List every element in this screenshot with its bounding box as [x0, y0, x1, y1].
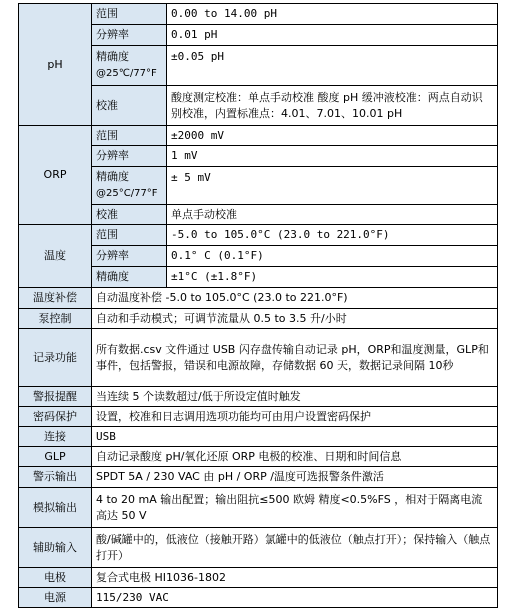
table-row: [19, 288, 498, 309]
orp-calibration-value: 单点手动校准: [167, 205, 498, 225]
temp-range-label: 范围: [92, 225, 167, 246]
analog-output-value: 4 to 20 mA 输出配置；输出阻抗≤500 欧姆 精度<0.5%FS ，相对于隔离电流高达 50 V: [92, 488, 498, 528]
power-label: 电源: [19, 588, 92, 608]
table-row: [19, 407, 498, 427]
power-value: 115/230 VAC: [92, 588, 498, 608]
ph-range-label: 范围: [92, 4, 167, 25]
orp-calibration-label: 校准: [92, 205, 167, 225]
table-row: [19, 488, 498, 528]
ph-accuracy-label-line1: 精确度: [96, 50, 129, 63]
table-row: [19, 309, 498, 329]
temp-range-value: -5.0 to 105.0°C (23.0 to 221.0°F): [167, 225, 498, 246]
alarm-label: 警报提醒: [19, 387, 92, 407]
alarm-output-value: SPDT 5A / 230 VAC 由 pH / ORP /温度可选报警条件激活: [92, 467, 498, 488]
temp-group-label: 温度: [19, 225, 92, 288]
orp-accuracy-label-line1: 精确度: [96, 170, 129, 183]
orp-accuracy-value: ± 5 mV: [167, 167, 498, 205]
ph-accuracy-label-line2: @25℃/77°F: [96, 68, 157, 79]
connect-label: 连接: [19, 427, 92, 447]
temp-accuracy-label: 精确度: [92, 267, 167, 288]
table-row: [19, 588, 498, 608]
password-value: 设置，校准和日志调用选项功能均可由用户设置密码保护: [92, 407, 498, 427]
ph-accuracy-label: [92, 46, 167, 86]
ph-resolution-value: 0.01 pH: [167, 25, 498, 46]
ph-calibration-label: 校准: [92, 86, 167, 126]
table-row: [19, 329, 498, 387]
temp-accuracy-value: ±1°C (±1.8°F): [167, 267, 498, 288]
glp-label: GLP: [19, 447, 92, 467]
table-row: [19, 126, 498, 146]
pump-label: 泵控制: [19, 309, 92, 329]
aux-input-label: 辅助输入: [19, 528, 92, 568]
ph-accuracy-value: ±0.05 pH: [167, 46, 498, 86]
ph-group-label: pH: [19, 4, 92, 126]
orp-resolution-value: 1 mV: [167, 146, 498, 167]
table-row: [19, 467, 498, 488]
orp-accuracy-label-line2: @25°C/77°F: [96, 188, 158, 199]
electrode-label: 电极: [19, 568, 92, 588]
orp-range-label: 范围: [92, 126, 167, 146]
ph-resolution-label: 分辨率: [92, 25, 167, 46]
logging-value: 所有数据.csv 文件通过 USB 闪存盘传输自动记录 pH，ORP和温度测量，GLP和事件，包括警报，错误和电源故障，存储数据 60 天，数据记录间隔 10秒: [92, 329, 498, 387]
spec-table: [18, 3, 498, 608]
aux-input-value: 酸/碱罐中的，低液位（接触开路）氯罐中的低液位（触点打开）；保持输入（触点打开）: [92, 528, 498, 568]
ph-range-value: 0.00 to 14.00 pH: [167, 4, 498, 25]
table-row: [19, 427, 498, 447]
orp-range-value: ±2000 mV: [167, 126, 498, 146]
temp-comp-label: 温度补偿: [19, 288, 92, 309]
electrode-value: 复合式电极 HI1036-1802: [92, 568, 498, 588]
temp-resolution-label: 分辨率: [92, 246, 167, 267]
logging-label: 记录功能: [19, 329, 92, 387]
orp-group-label: ORP: [19, 126, 92, 225]
analog-output-label: 模拟输出: [19, 488, 92, 528]
orp-resolution-label: 分辨率: [92, 146, 167, 167]
table-row: [19, 528, 498, 568]
table-row: [19, 4, 498, 25]
orp-accuracy-label: [92, 167, 167, 205]
ph-calibration-value: 酸度测定校准：单点手动校准 酸度 pH 缓冲液校准：两点自动识别校准，内置标准点：4.01、7.01、10.01 pH: [167, 86, 498, 126]
glp-value: 自动记录酸度 pH/氧化还原 ORP 电极的校准、日期和时间信息: [92, 447, 498, 467]
password-label: 密码保护: [19, 407, 92, 427]
pump-value: 自动和手动模式；可调节流量从 0.5 to 3.5 升/小时: [92, 309, 498, 329]
temp-comp-value: 自动温度补偿 -5.0 to 105.0°C (23.0 to 221.0°F): [92, 288, 498, 309]
table-row: [19, 387, 498, 407]
temp-resolution-value: 0.1° C (0.1°F): [167, 246, 498, 267]
connect-value: USB: [92, 427, 498, 447]
table-row: [19, 447, 498, 467]
alarm-value: 当连续 5 个读数超过/低于所设定值时触发: [92, 387, 498, 407]
table-row: [19, 225, 498, 246]
alarm-output-label: 警示输出: [19, 467, 92, 488]
table-row: [19, 568, 498, 588]
